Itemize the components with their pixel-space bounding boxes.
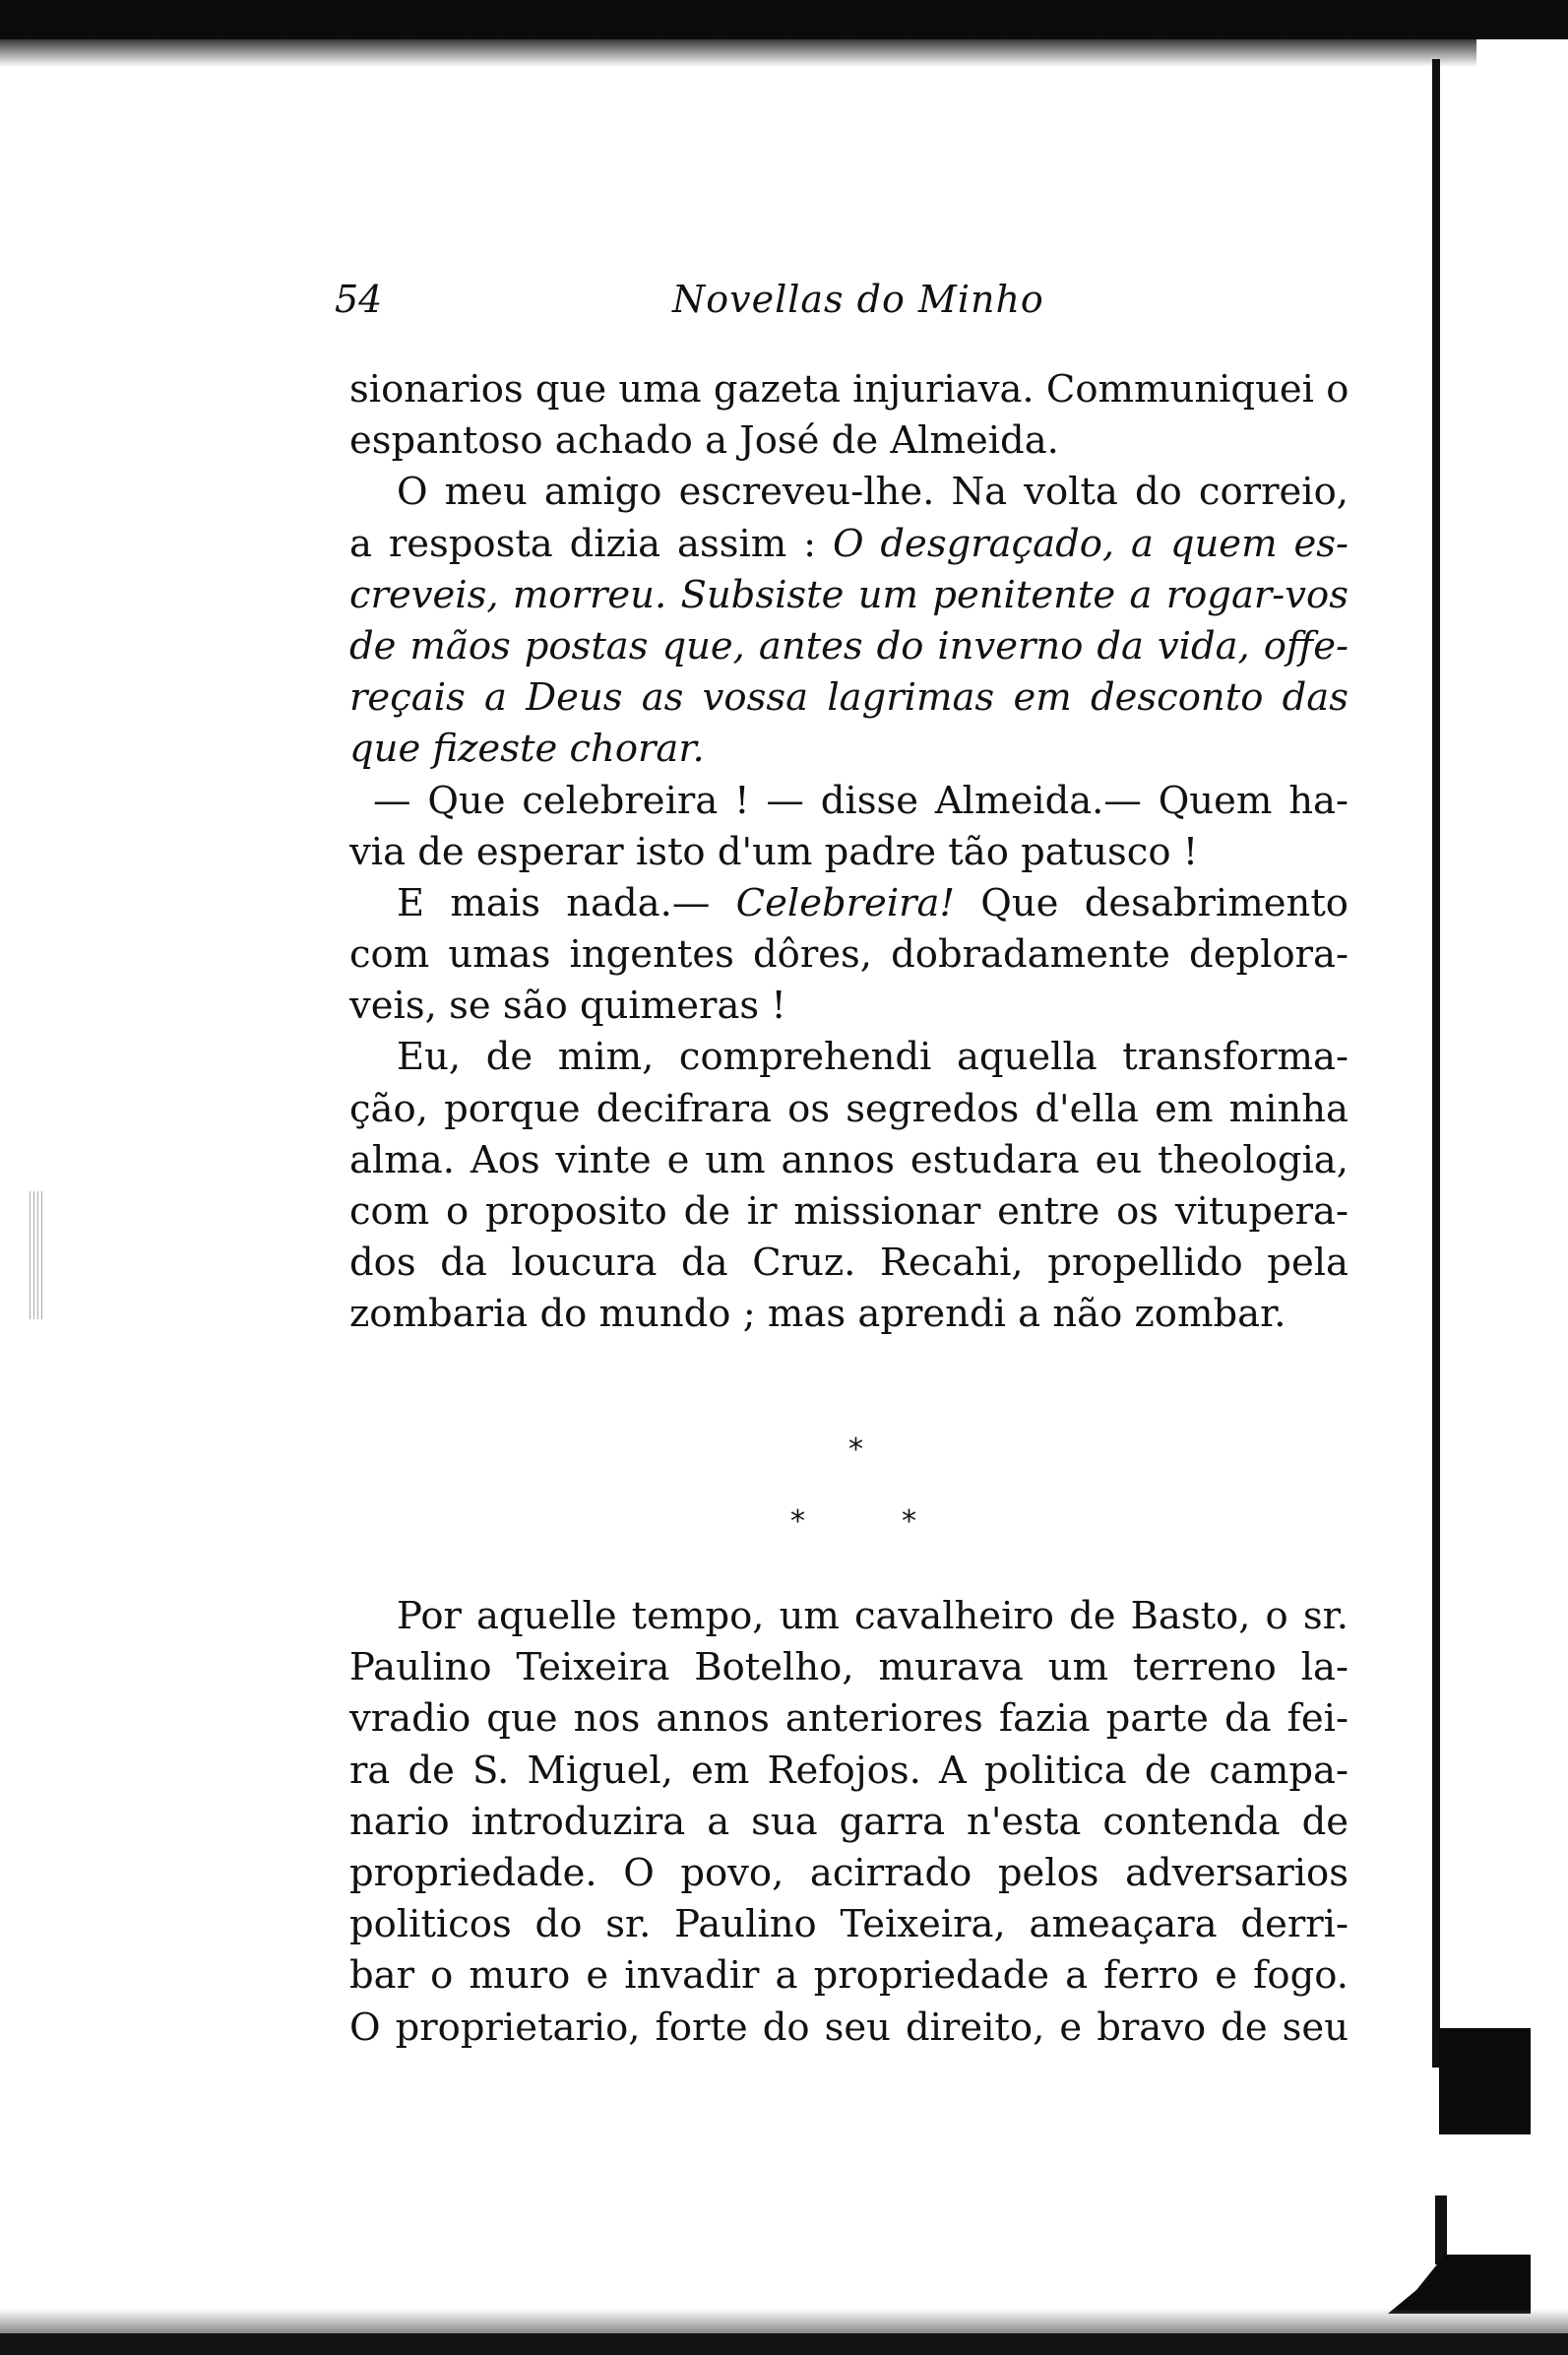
text-line: [349, 981, 1348, 1032]
text-line: [349, 1950, 1348, 2002]
text-segment: propriedade. O povo, acirrado pelos adversarios: [349, 1850, 1348, 1895]
lower-text-block: [349, 1591, 1348, 2054]
text-line: [349, 1135, 1348, 1186]
text-line: [349, 1289, 1348, 1340]
text-line: [349, 467, 1348, 518]
text-segment: Eu, de mim, comprehendi aquella transforma-: [397, 1035, 1348, 1080]
text-line: [349, 1642, 1348, 1693]
text-segment: vradio que nos annos anteriores fazia parte da fei-: [349, 1696, 1348, 1742]
text-segment: E mais nada.—: [397, 880, 736, 925]
text-segment: veis, se são quimeras !: [349, 984, 786, 1029]
text-segment: zombaria do mundo ; mas aprendi a não zombar.: [349, 1292, 1286, 1337]
running-head: [335, 268, 1378, 327]
text-segment-italic: que fizeste chorar.: [349, 727, 705, 772]
text-line: [349, 1084, 1348, 1135]
scan-right-wedge: [1388, 2255, 1531, 2314]
text-line: [349, 415, 1348, 467]
scan-bottom-shadow: [0, 2309, 1568, 2333]
text-segment: ra de S. Miguel, em Refojos. A politica de campa-: [349, 1748, 1348, 1793]
text-segment: com umas ingentes dôres, dobradamente deplora-: [349, 932, 1348, 978]
asterism-star: *: [902, 1504, 916, 1539]
text-line: [349, 1591, 1348, 1642]
book-title: Novellas do Minho: [672, 278, 1044, 321]
text-segment-italic: creveis, morreu. Subsiste um penitente a rogar-vos: [349, 572, 1348, 617]
text-segment: bar o muro e invadir a propriedade a ferro e fogo.: [349, 1953, 1348, 1999]
text-segment: Paulino Teixeira Botelho, murava um terreno la-: [349, 1645, 1348, 1690]
text-line: [349, 570, 1348, 621]
text-line: [349, 2003, 1348, 2054]
text-line: [349, 621, 1348, 672]
text-line: [349, 929, 1348, 981]
scan-right-block: [1439, 2028, 1531, 2134]
text-line: [349, 878, 1348, 929]
text-line: [349, 1238, 1348, 1289]
text-segment: dos da loucura da Cruz. Recahi, propellido pela: [349, 1241, 1348, 1286]
text-line: [349, 519, 1348, 570]
text-segment: alma. Aos vinte e um annos estudara eu theologia,: [349, 1137, 1348, 1182]
text-segment: politicos do sr. Paulino Teixeira, ameaçara derri-: [349, 1902, 1348, 1947]
scan-bottom-edge: [0, 2333, 1568, 2355]
text-line: [349, 1848, 1348, 1899]
text-line: [349, 364, 1348, 415]
asterism-star: *: [848, 1432, 863, 1467]
text-segment: Que desabrimento: [954, 880, 1348, 925]
text-segment: via de esperar isto d'um padre tão patusco !: [349, 829, 1199, 874]
scan-right-edge: [1432, 59, 1440, 2068]
text-segment: O meu amigo escreveu-lhe. Na volta do correio,: [397, 470, 1348, 515]
text-segment: O proprietario, forte do seu direito, e bravo de seu: [349, 2005, 1348, 2050]
text-line: [349, 1186, 1348, 1238]
scan-top-edge: [0, 0, 1568, 39]
text-line: [349, 1797, 1348, 1848]
text-segment-italic: O desgraçado, a quem es-: [832, 521, 1348, 566]
text-segment: nario introduzira a sua garra n'esta contenda de: [349, 1799, 1348, 1844]
text-segment-italic: Celebreira!: [735, 880, 955, 925]
scan-left-marks: [30, 1191, 45, 1319]
text-line: [349, 1746, 1348, 1797]
text-segment: — Que celebreira ! — disse Almeida.— Quem ha-: [373, 778, 1348, 823]
text-segment: espantoso achado a José de Almeida.: [349, 418, 1059, 464]
text-segment-italic: de mãos postas que, antes do inverno da vida, offe-: [349, 623, 1348, 668]
text-line: [349, 724, 1348, 775]
text-line: [349, 1032, 1348, 1083]
text-segment-italic: reçais a Deus as vossa lagrimas em desconto das: [349, 675, 1348, 721]
text-line: [349, 1899, 1348, 1950]
page-number: 54: [335, 278, 383, 321]
upper-text-block: [349, 364, 1348, 1341]
text-segment: ção, porque decifrara os segredos d'ella em minha: [349, 1086, 1348, 1131]
text-line: [349, 827, 1348, 878]
asterism-star: *: [790, 1504, 805, 1539]
scan-top-shadow: [0, 39, 1476, 67]
text-line: [349, 672, 1348, 724]
text-line: [349, 776, 1348, 827]
text-segment: com o proposito de ir missionar entre os vitupera-: [349, 1189, 1348, 1234]
text-segment: sionarios que uma gazeta injuriava. Communiquei o: [349, 367, 1349, 412]
text-segment: a resposta dizia assim :: [349, 521, 833, 566]
text-segment: Por aquelle tempo, um cavalheiro de Basto, o sr.: [397, 1594, 1348, 1638]
text-line: [349, 1693, 1348, 1745]
scan-right-tick: [1435, 2196, 1447, 2264]
